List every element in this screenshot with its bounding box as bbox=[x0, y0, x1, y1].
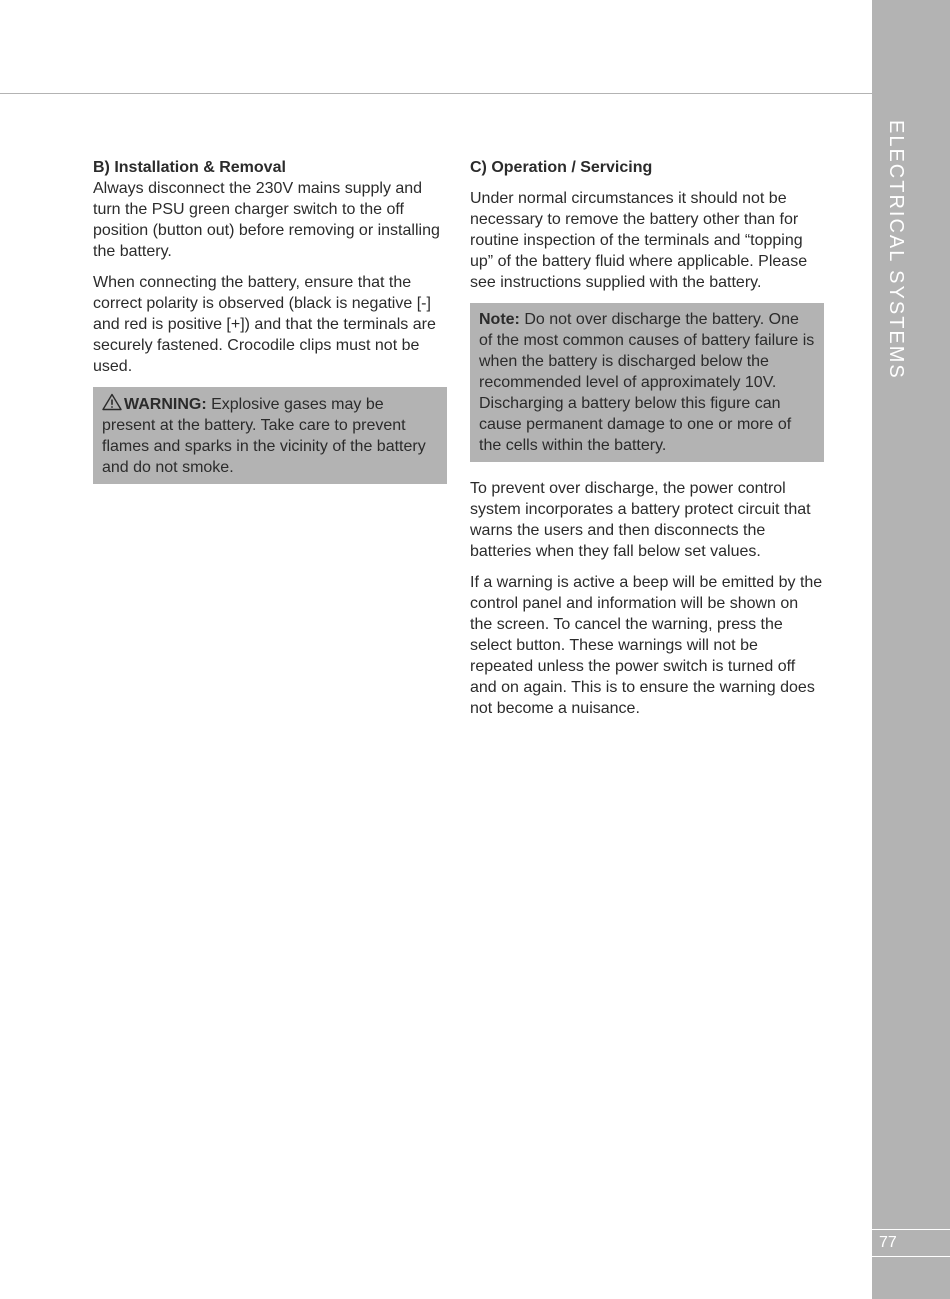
page-number: 77 bbox=[879, 1234, 897, 1251]
right-column bbox=[470, 157, 824, 729]
installation-paragraph-1: Always disconnect the 230V mains supply and turn the PSU green charger switch to the off position (button out) before removing or installing the battery. bbox=[93, 180, 440, 260]
page-number-rule-top bbox=[872, 1229, 950, 1230]
note-text: Do not over discharge the battery. One of the most common causes of battery failure is when the battery is discharged below the recommended level of approximately 10V. Discharging a battery below this figure can cause permanent damage to one or more of the cells within the battery. bbox=[479, 311, 815, 454]
note-label: Note: bbox=[479, 311, 520, 328]
installation-heading: B) Installation & Removal bbox=[93, 159, 286, 176]
operation-paragraph-3: If a warning is active a beep will be emitted by the control panel and information will be shown on the screen. To cancel the warning, press the select button. These warnings will not be repeated unless the power switch is turned off and on again. This is to ensure the warning does not become a nuisance. bbox=[470, 574, 823, 717]
operation-heading: C) Operation / Servicing bbox=[470, 159, 653, 176]
header-rule bbox=[0, 93, 872, 94]
warning-triangle-icon bbox=[102, 393, 122, 411]
operation-paragraph-1: Under normal circumstances it should not be necessary to remove the battery other than for routine inspection of the terminals and “topping up” of the battery fluid where applicable. Please see instructions supplied with the battery. bbox=[470, 190, 808, 291]
warning-text: Explosive gases may be present at the battery. Take care to prevent flames and sparks in the vicinity of the battery and do not smoke. bbox=[102, 396, 426, 476]
left-column bbox=[93, 157, 447, 494]
installation-paragraph-2: When connecting the battery, ensure that the correct polarity is observed (black is negative [-] and red is positive [+]) and that the terminals are securely fastened. Crocodile clips must not be used. bbox=[93, 274, 436, 375]
warning-label: WARNING: bbox=[124, 396, 207, 413]
note-box bbox=[470, 303, 824, 462]
warning-box bbox=[93, 387, 447, 484]
section-title: ELECTRICAL SYSTEMS bbox=[885, 120, 907, 380]
page-number-rule-bottom bbox=[872, 1256, 950, 1257]
operation-paragraph-2: To prevent over discharge, the power control system incorporates a battery protect circuit that warns the users and then disconnects the batteries when they fall below set values. bbox=[470, 480, 811, 560]
